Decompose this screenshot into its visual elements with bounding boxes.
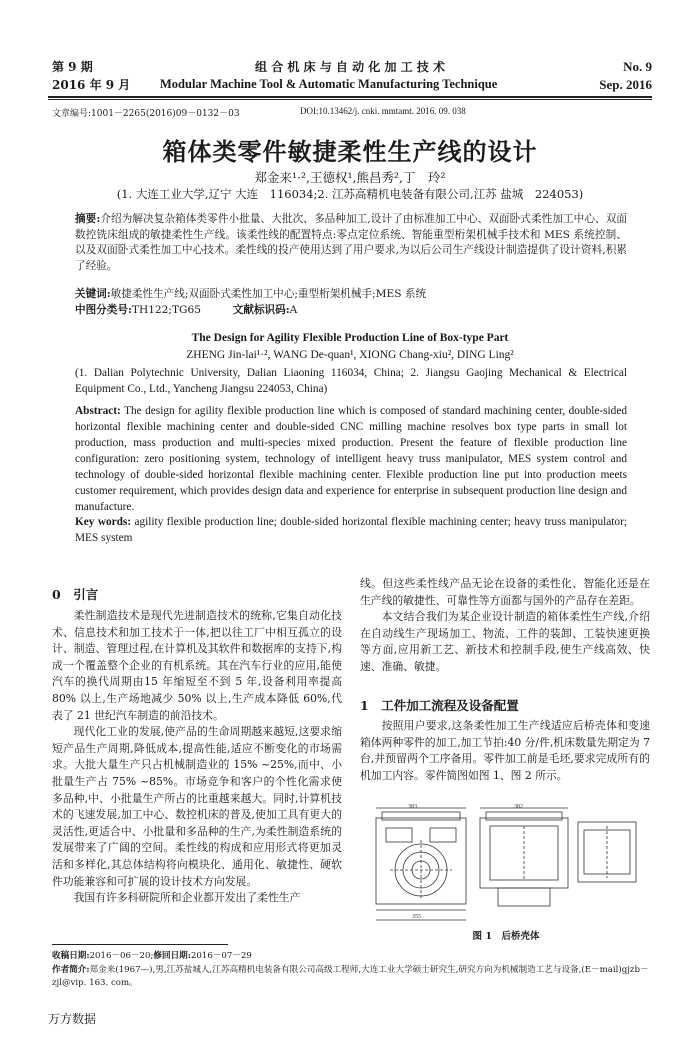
journal-title-cn: 组 合 机 床 与 自 动 化 加 工 技 术 <box>255 60 445 74</box>
keywords-cn <box>75 287 627 303</box>
intro-paragraph: 现代化工业的发展,使产品的生命周期越来越短,这要求缩短产品生产周期,降低成本,提高性能,适应不断变化的市场需求。大批大量生产只占机械制造业的 15% ~25%,而中、小批量生产占 75% ~85%。市场竞争和客户的个性化需求使多品种,中、小批量生产所占的比重越来越大。同时,计算机技术的飞速发展,加工中心、数控机床的普及,使加工具有更大的灵活性,更适合中、小批量和多品种的生产,为柔性制造系统的发展带来了广阔的空间。柔性线的构成和应用形式将更加灵活和多样化,其总体结构将向模块化、通用化、敏捷性、硬软件功能兼容和可扩展的设计技术方向发展。 <box>52 725 342 888</box>
author-bio-label: 作者简介: <box>52 965 90 975</box>
article-number: 文章编号:1001－2265(2016)09－0132－03 <box>52 109 240 119</box>
keywords-cn-label: 关键词: <box>75 288 111 300</box>
header-issue-en <box>599 58 652 94</box>
title-cn: 箱体类零件敏捷柔性生产线的设计 <box>162 137 538 166</box>
footnote-rule <box>52 944 228 945</box>
date-cn: 2016 年 9 月 <box>52 78 131 92</box>
issue-en: No. 9 <box>623 59 652 74</box>
doi: DOI:10.13462/j. cnki. mmtamt. 2016. 09. 038 <box>300 106 466 116</box>
abstract-en <box>75 403 627 515</box>
front-view <box>376 812 466 910</box>
intro-paragraph: 柔性制造技术是现代先进制造技术的统称,它集自动化技术、信息技术和加工技术于一体,把以往工厂中相互孤立的设计、制造、管理过程,在计算机及其软件和数据库的支持下,构成一个覆盖整个企业的有机系统。其在汽车行业的应用,能使汽车的换代周期由15 年缩短至不到 5 年,设备利用率提高 80% 以上,生产场地减少 50% 以上,生产成本降低 60%,代表了 21 世纪汽车制造的前沿技术。 <box>52 609 342 722</box>
side-view <box>376 808 636 920</box>
abstract-en-label: Abstract: <box>75 405 121 417</box>
revised-label: 修回日期: <box>153 951 191 961</box>
header-journal <box>160 58 540 92</box>
watermark: 万方数据 <box>48 1012 97 1026</box>
section-1-heading: 1 工件加工流程及设备配置 <box>360 698 519 713</box>
section-1-paragraph: 按照用户要求,这条柔性加工生产线适应后桥壳体和变速箱体两种零件的加工,加工节拍:40 分/件,机床数量先期定为 7 台,并预留两个工序备用。零件加工前是毛坯,要求完成所有的机加工内容。零件简图如图 1、图 2 所示。 <box>360 719 650 782</box>
section-1-body <box>360 718 650 784</box>
title-en: The Design for Agility Flexible Production Line of Box-type Part <box>191 332 509 344</box>
authors-cn: 郑金来¹·²,王德权¹,熊昌秀²,丁 玲² <box>254 170 446 185</box>
footnote-author <box>52 964 652 990</box>
keywords-cn-text: 敏捷柔性生产线;双面卧式柔性加工中心;重型桁架机械手;MES 系统 <box>110 288 427 300</box>
header-rule <box>48 96 652 98</box>
right-column-top <box>360 576 650 676</box>
classification <box>75 303 627 319</box>
received-label: 收稿日期: <box>52 951 90 961</box>
dim-label-bottom: 355 <box>412 914 421 920</box>
clc-label: 中图分类号: <box>75 304 132 316</box>
intro-paragraph: 本文结合我们为某企业设计制造的箱体柔性生产线,介绍在自动线生产现场加工、物流、工件的装卸、工装快速更换等方面,应用新工艺、新技术和控制手段,使生产线高效、快速、准确、敏捷。 <box>360 610 650 673</box>
abstract-en-text: The design for agility flexible production line which is composed of standard machining center, double-sided horizontal flexible machining center and double-sided CNC milling machine resolves box type parts in small lot production, mass production and multi-species mixed production. Present the feature of flexible production line configuration: zero positioning system, technology of intelligent heavy truss manipulator, MES system control and technology of double-sided horizontal flexible machining center. Flexible production line put into production meets customer requirement, which provides design data and experience for enterprise in subsequent production line design and manufacture. <box>75 405 627 513</box>
figure-1-caption: 图 1 后桥壳体 <box>472 931 540 942</box>
header-rule-thin <box>48 99 652 100</box>
authors-en: ZHENG Jin-lai¹·², WANG De-quan¹, XIONG Chang-xiu², DING Ling² <box>186 349 514 361</box>
date-en: Sep. 2016 <box>599 77 652 92</box>
received-date: 2016－06－20; <box>89 951 154 961</box>
keywords-en-label: Key words: <box>75 516 132 528</box>
dim-label-top-right: 382 <box>514 804 523 810</box>
intro-continuation: 线。但这些柔性线产品无论在设备的柔性化、智能化还是在生产线的敏捷性、可靠性等方面都与国外的产品存在差距。 <box>360 577 650 607</box>
left-column <box>52 608 342 907</box>
dim-label-top-left: 383 <box>408 804 417 810</box>
journal-title-en: Modular Machine Tool & Automatic Manufacturing Technique <box>160 77 498 91</box>
affiliation-cn: (1. 大连工业大学,辽宁 大连 116034;2. 江苏高精机电装备有限公司,江苏 盐城 224053) <box>116 187 584 201</box>
doc-code-value: A <box>289 304 298 316</box>
figure-1-drawing <box>368 804 644 924</box>
keywords-en <box>75 514 627 546</box>
author-bio: 郑金来(1967—),男,江苏盐城人,江苏高精机电装备有限公司高级工程师,大连工业大学硕士研究生,研究方向为机械制造工艺与设备,(E－mail)gjzb－zjl@vip. 163. com。 <box>52 965 649 988</box>
abstract-cn-label: 摘要: <box>75 213 101 225</box>
abstract-cn-text: 介绍为解决复杂箱体类零件小批量、大批次、多品种加工,设计了由标准加工中心、双面卧式柔性加工中心、双面数控铣床组成的敏捷柔性生产线。该柔性线的配置特点:零点定位系统、智能重型桁架机械手技术和 MES 系统控制、以及双面卧式柔性加工中心技术。柔性线的投产使用达到了用户要求,为以后公司生产线设计制造提供了设计资料,积累了经验。 <box>75 213 627 272</box>
header-issue-cn <box>52 58 130 94</box>
section-0-heading: 0 引言 <box>52 587 99 602</box>
footnote-dates <box>52 950 652 963</box>
issue-cn: 第 9 期 <box>52 60 93 74</box>
affiliation-en: (1. Dalian Polytechnic University, Dalian Liaoning 116034, China; 2. Jiangsu Gaojing Mechanical & Electrical Equipment Co., Ltd., Yancheng Jiangsu 224053, China) <box>75 367 627 395</box>
doc-code-label: 文献标识码: <box>232 304 290 316</box>
keywords-en-text: agility flexible production line; double-sided horizontal flexible machining center; heavy truss manipulator; MES system <box>75 516 627 544</box>
clc-value: TH122;TG65 <box>131 304 201 316</box>
abstract-cn <box>75 212 627 274</box>
revised-date: 2016－07－29 <box>190 951 252 961</box>
intro-paragraph: 我国有许多科研院所和企业都开发出了柔性生产 <box>73 891 301 905</box>
